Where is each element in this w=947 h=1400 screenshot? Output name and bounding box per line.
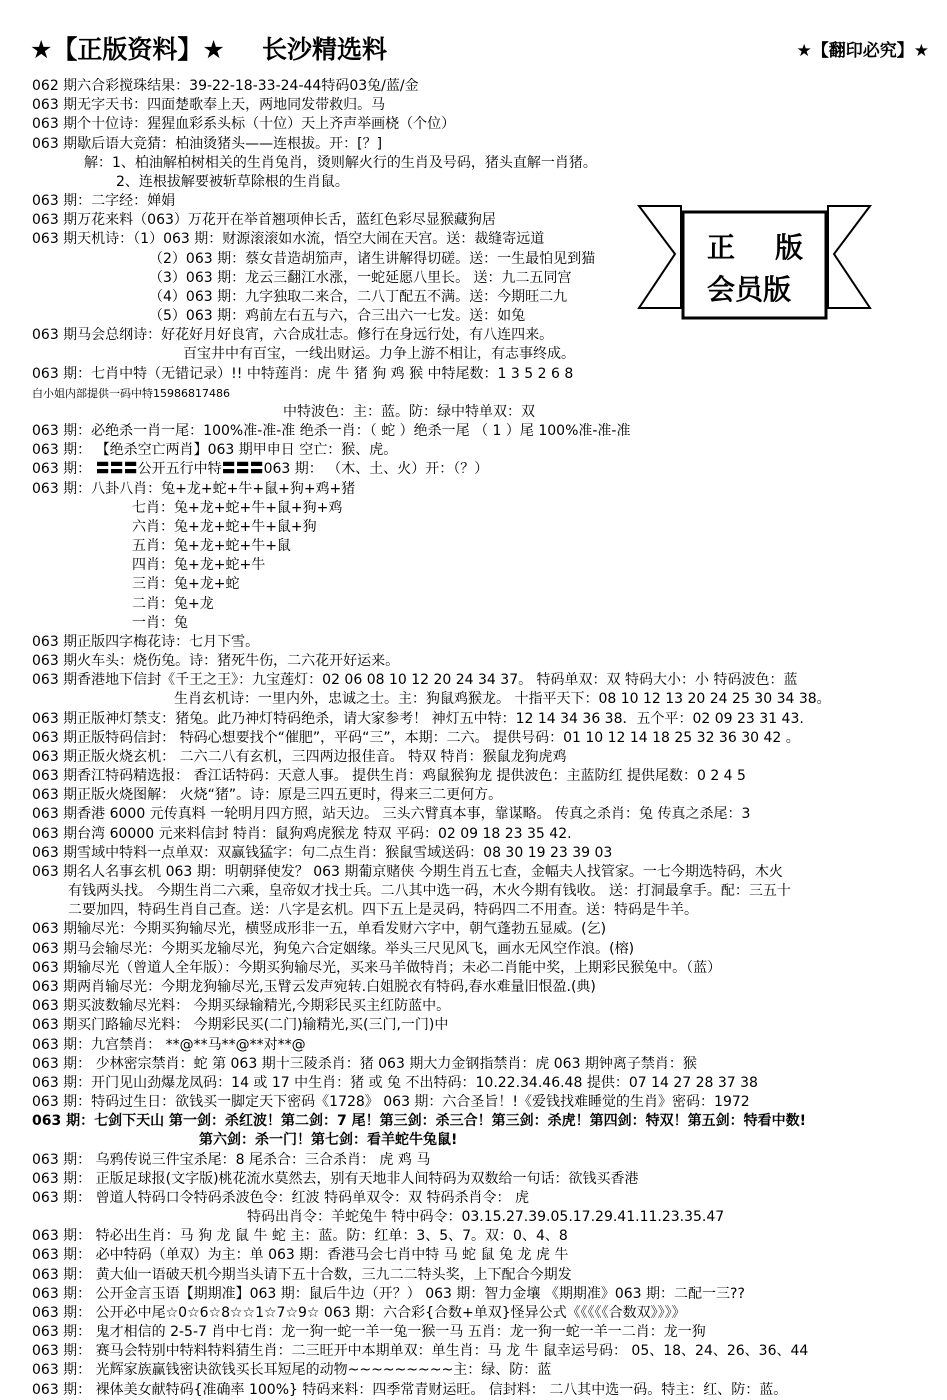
- text-line: （5）063 期：鸡前左右五与六，合三出六一七发。送：如兔: [149, 308, 526, 325]
- text-line: 二肖：兔+龙: [132, 595, 214, 612]
- text-line: 有钱两头找。 今期生肖二六乘，皇帝奴才找士兵。二八其中选一码，木火今期有钱收。 送：打洞最拿手。配：三五十: [68, 883, 791, 900]
- text-line: 063 期香江特码精选报： 香江话特码：天意人事。 提供生肖：鸡鼠猴狗龙 提供波色：主蓝防红 提供尾数：0 2 4 5: [32, 768, 746, 785]
- text-line: 063 期名人名事玄机 063 期：明朝驿使发？ 063 期葡京赌侠 今期生肖五七查，金幅夫人找管家。一七今期选特码，木火: [32, 863, 783, 880]
- header-right-label: ★【翻印必究】★: [796, 41, 929, 61]
- text-line: （2）063 期：蔡女昔造胡笳声，诸生讲解得切磋。送：一生最怕见到猫: [149, 250, 596, 267]
- text-line: 063 期： 少林密宗禁肖：蛇 第 063 期十三陵杀肖：猪 063 期大力金钢指禁肖：虎 063 期钟离子禁肖：猴: [32, 1055, 697, 1072]
- text-line: 063 期万花来料（063）万花开在举首翘项伸长舌，蓝红色彩尽显猴藏狗居: [32, 212, 496, 229]
- text-line: 063 期： 乌鸦传说三件宝杀尾：8 尾杀合：三合杀肖： 虎 鸡 马: [32, 1151, 431, 1168]
- text-line: 三肖：兔+龙+蛇: [132, 576, 240, 593]
- text-line: 063 期无字天书：四面楚歌奉上天，两地同发带救归。马: [32, 97, 386, 114]
- header-left-label: ★【正版资料】★: [30, 35, 225, 64]
- text-line: 063 期：特码过生日：欲钱买一脚定天下密码《1728》 063 期：六合圣旨！!《爱钱找难睡觉的生肖》密码：1972: [32, 1094, 750, 1110]
- text-line: 063 期：九宫禁肖： **@**马**@**对**@: [32, 1036, 306, 1053]
- text-line: 063 期： 必中特码（单双）为主：单 063 期：香港马会七肖中特 马 蛇 鼠 兔 龙 虎 牛: [32, 1247, 569, 1264]
- text-line: 063 期雪域中特料一点单双：双赢钱猛字：句二点生肖：猴鼠雪域送码：08 30 19 23 39 03: [32, 844, 613, 861]
- text-line: 2、连根拔解要被斩草除根的生肖鼠。: [116, 173, 349, 190]
- stamp-char-ban: 版: [775, 231, 804, 264]
- text-line: 063 期：开门见山劲爆龙凤码：14 或 17 中生肖：猪 或 兔 不出特码：10.22.34.46.48 提供：07 14 27 28 37 38: [32, 1074, 758, 1091]
- stamp-member-edition: 会员版: [707, 273, 792, 306]
- page-title: 长沙精选料: [262, 35, 388, 64]
- member-edition-stamp: [637, 204, 872, 324]
- text-line: 063 期火车头：烧伤兔。诗：猪死牛伤，二六花开好运来。: [32, 653, 400, 670]
- text-line: 063 期输尽光：今期买狗输尽光，横竖成形非一五，单看发财六字中，朝气蓬勃五显威。(乞): [32, 921, 607, 938]
- text-line: 063 期：必绝杀一肖一尾：100%准-准-准 绝杀一肖：（ 蛇 ）绝杀一尾 （ 1 ）尾 100%准-准-准: [32, 423, 631, 440]
- text-line: 063 期： 公开金言玉语【期期准】063 期：鼠后牛边（开？） 063 期：智力金壤 《期期准》063 期：二配一三??: [32, 1285, 745, 1302]
- text-line: 四肖：兔+龙+蛇+牛: [132, 557, 266, 574]
- text-line: 特码出肖令：羊蛇兔牛 特中码令：03.15.27.39.05.17.29.41.11.23.35.47: [247, 1209, 725, 1226]
- text-line: （3）063 期：龙云三翻江水涨，一蛇延愿八里长。 送：九二五同宫: [149, 269, 572, 286]
- text-line: 063 期： 光辉家族赢钱密诀欲钱买长耳短尾的动物~~~~~~~~~主：绿、防：蓝: [32, 1362, 552, 1379]
- text-line: 063 期两肖输尽光：今期龙狗输尽光,玉臂云发声宛转.白姐脱衣有特码,春水难量旧恨盈.(典): [32, 978, 596, 995]
- text-line: 062 期六合彩搅珠结果：39-22-18-33-24-44特码03兔/蓝/金: [32, 78, 419, 94]
- text-line: 063 期正版四字梅花诗：七月下雪。: [32, 633, 260, 650]
- text-line: 063 期： 公开必中尾☆0☆6☆8☆☆1☆7☆9☆ 063 期：六合彩{合数+单双}怪异公式《《《《《合数双》》》》: [32, 1304, 686, 1321]
- text-line: 063 期： 正版足球报(文字版)桃花流水莫然去，别有天地非人间特码为双数给一句话：欲钱买香港: [32, 1170, 639, 1187]
- text-line: 063 期正版特码信封： 特码心想要找个“催肥”，平码“三”，本期：二六。 提供号码：01 10 12 14 18 25 32 36 30 42 。: [32, 729, 800, 746]
- text-line: 中特波色：主：蓝。防：绿中特单双：双: [283, 403, 535, 420]
- text-line: 063 期香港地下信封《千王之王》：九宝莲灯：02 06 08 10 12 20 24 34 37。 特码单双：双 特码大小：小 特码波色：蓝: [32, 672, 798, 689]
- text-line: 063 期马会总纲诗：好花好月好良宵，六合成壮志。修行在身远行处，有八连四来。: [32, 327, 554, 344]
- text-line: 063 期： 鬼才相信的 2-5-7 肖中七肖：龙一狗一蛇一羊一兔一猴一马 五肖：龙一狗一蛇一羊一二肖：龙一狗: [32, 1324, 706, 1341]
- text-line: 063 期马会输尽光：今期买龙输尽光，狗兔六合定姻缘。举头三尺见风飞，画水无风空作浪。(榕): [32, 940, 635, 957]
- text-line: 063 期： 赛马会特别中特料特料猜生肖：二三旺开中本期单双：单生肖：马 龙 牛 鼠幸运号码： 05、18、24、26、36、44: [32, 1343, 809, 1360]
- text-line: 063 期买波数输尽光料： 今期买绿输精光,今期彩民买主红防蓝中。: [32, 998, 451, 1015]
- text-line: 063 期： 【绝杀空亡两肖】063 期甲申日 空亡：猴、虎。: [32, 442, 398, 459]
- text-line: 六肖：兔+龙+蛇+牛+鼠+狗: [132, 518, 317, 535]
- text-line: 二要加四，特码生肖自己查。送：八字是玄机。四下五上是灵码，特码四二不用查。送：特码是牛羊。: [68, 902, 698, 919]
- stamp-char-zheng: 正: [707, 231, 736, 264]
- text-line: 063 期香港 6000 元传真料 一轮明月四方照，站天边。 三头六臂真本事，靠谋略。 传真之杀肖：兔 传真之杀尾：3: [32, 806, 751, 823]
- text-line: 解：1、柏油解柏树相关的生肖兔肖，烫则解火行的生肖及号码，猪头直解一肖猪。: [84, 154, 597, 171]
- text-line: 063 期： 〓〓〓公开五行中特〓〓〓063 期： （木、土、火）开：（？）: [32, 461, 489, 478]
- text-line: 063 期个十位诗：猩猩血彩系头标（十位）天上齐声举画桡（个位）: [32, 116, 456, 133]
- text-line: 百宝井中有百宝，一线出财运。力争上游不相让，有志事终成。: [183, 346, 575, 363]
- text-line: 063 期：七剑下天山 第一剑：杀红波！第二剑：7 尾！第三剑：杀三合！第三剑：杀虎！第四剑：特双！第五剑：特看中数!: [32, 1113, 806, 1130]
- text-line: 第六剑：杀一门！第七剑：看羊蛇牛兔鼠!: [199, 1132, 458, 1149]
- text-line: 063 期： 曾道人特码口令特码杀波色令：红波 特码单双令：双 特码杀肖令： 虎: [32, 1189, 529, 1206]
- text-line: 063 期： 特必出生肖：马 狗 龙 鼠 牛 蛇 主：蓝。防：红单：3、5、7。双：0、4、8: [32, 1228, 568, 1245]
- text-line: （4）063 期：九字独取二来合，二八丁配五不满。送：今期旺二九: [149, 288, 568, 305]
- text-line: 063 期： 黄大仙一语破天机今期当头请下五十合数，三九二二特头奖，上下配合今期发: [32, 1266, 572, 1283]
- text-line: 063 期：八卦八肖：兔+龙+蛇+牛+鼠+狗+鸡+猪: [32, 480, 356, 497]
- text-line: 七肖：兔+龙+蛇+牛+鼠+狗+鸡: [132, 499, 343, 516]
- text-line: 白小姐内部提供一码中特15986817486: [32, 386, 230, 400]
- text-line: 063 期天机诗：（1）063 期：财源滚滚如水流，悟空大闹在天宫。送：裁缝寄远道: [32, 231, 545, 248]
- text-line: 063 期买门路输尽光料： 今期彩民买(二门)输精光,买(三门,一门)中: [32, 1017, 449, 1034]
- text-line: 063 期正版火烧玄机： 二六二八有玄机，三四两边报佳音。 特双 特肖：猴鼠龙狗虎鸡: [32, 748, 567, 765]
- text-line: 063 期台湾 60000 元来料信封 特肖：鼠狗鸡虎猴龙 特双 平码：02 09 18 23 35 42.: [32, 825, 572, 842]
- text-line: 063 期：二字经：婵娟: [32, 193, 176, 210]
- text-line: 五肖：兔+龙+蛇+牛+鼠: [132, 538, 291, 555]
- text-line: 生肖玄机诗：一里内外，忠诚之士。主：狗鼠鸡猴龙。 十指平天下：08 10 12 13 20 24 25 30 34 38。: [174, 691, 831, 708]
- text-line: 063 期：七肖中特（无错记录）!! 中特莲肖：虎 牛 猪 狗 鸡 猴 中特尾数：1 3 5 2 6 8: [32, 365, 574, 382]
- text-line: 063 期： 裸体美女献特码{准确率 100%} 特码来料：四季常青财运旺。 信封料： 二八其中选一码。特主：红、防：蓝。: [32, 1381, 788, 1398]
- text-line: 063 期正版火烧图解： 火烧“猪”。诗：原是三四五更时，得来三二更何方。: [32, 787, 503, 804]
- text-line: 063 期正版神灯禁支：猪兔。此乃神灯特码绝杀，请大家参考！ 神灯五中特：12 14 34 36 38．五个平：02 09 23 31 43.: [32, 710, 804, 727]
- text-line: 063 期歇后语大竞猜：柏油烫猪头——连根拔。开：[？]: [32, 135, 383, 152]
- document-header: [0, 0, 947, 80]
- text-line: 063 期输尽光（曾道人全年版）：今期买狗输尽光，买来马羊做特肖；未必二肖能中奖，上期彩民猴兔中。（蓝）: [32, 959, 722, 976]
- text-line: 一肖：兔: [132, 614, 188, 631]
